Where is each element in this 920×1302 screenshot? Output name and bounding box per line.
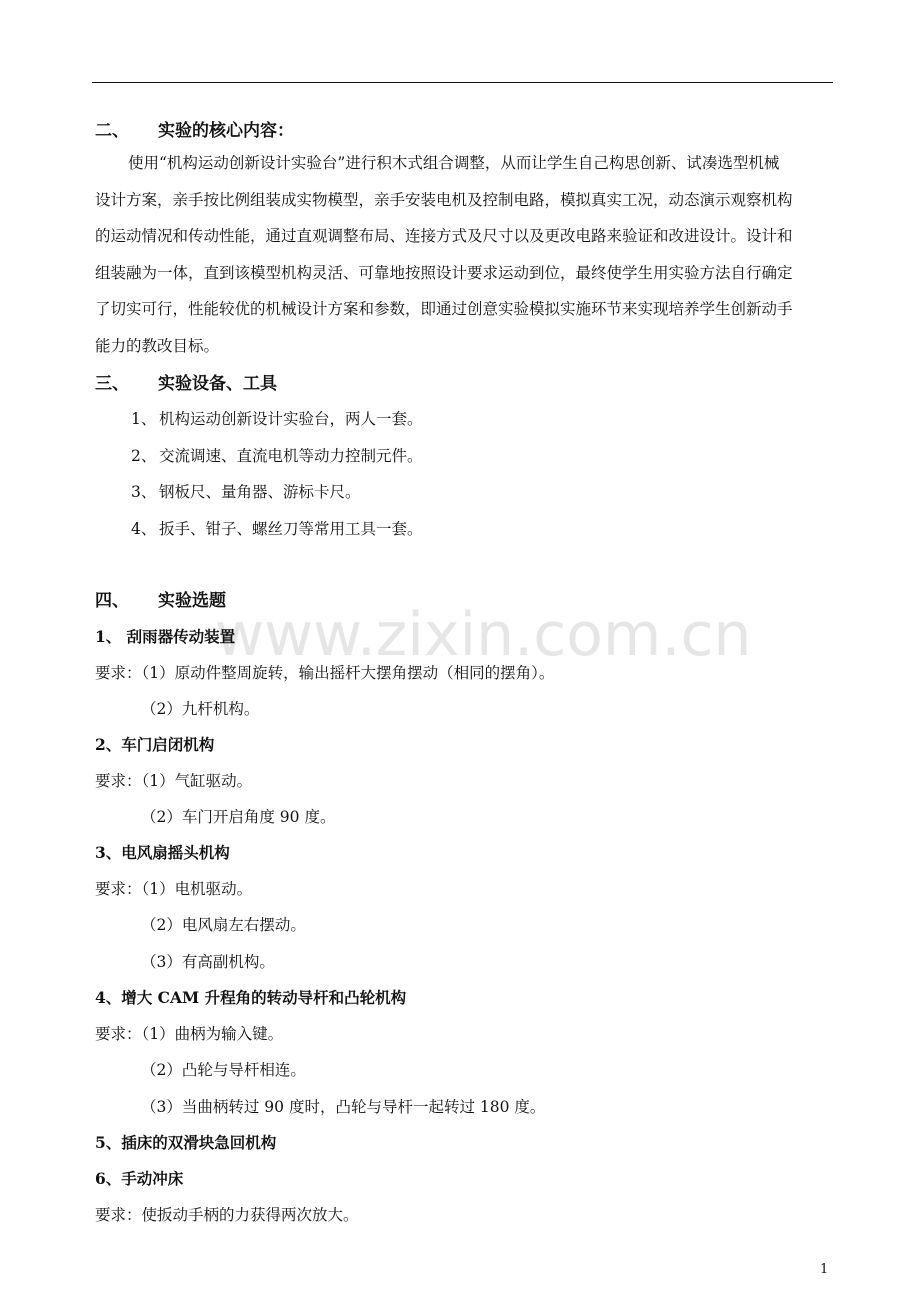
equipment-item-text: 机构运动创新设计实验台，两人一套。 xyxy=(159,410,423,428)
section-2-paragraph xyxy=(95,145,832,364)
paragraph-line: 的运动情况和传动性能，通过直观调整布局、连接方式及尺寸以及更改电路来验证和改进设计。设计和 xyxy=(95,227,793,245)
requirement-line xyxy=(95,1024,283,1044)
watermark: www.zixin.com.cn xyxy=(215,600,752,670)
requirement-line xyxy=(95,1205,359,1225)
section-4-title: 实验选题 xyxy=(158,591,226,611)
requirement-line xyxy=(95,771,252,791)
paragraph-line: 组装融为一体，直到该模型机构灵活、可靠地按照设计要求运动到位，最终使学生用实验方法自行确定 xyxy=(95,263,793,282)
equipment-item-text: 交流调速、直流电机等动力控制元件。 xyxy=(159,447,423,465)
equipment-item-text: 扳手、钳子、螺丝刀等常用工具一套。 xyxy=(159,520,423,538)
page-number: 1 xyxy=(820,1262,829,1277)
equipment-item xyxy=(131,482,361,502)
paragraph-line: 使用“机构运动创新设计实验台”进行积木式组合调整，从而让学生自己构思创新、试凑选型机械 xyxy=(128,154,780,172)
section-2-number: 二、 xyxy=(95,121,129,141)
topic-title: 3、电风扇摇头机构 xyxy=(95,843,230,862)
topic-title: 4、增大 CAM 升程角的转动导杆和凸轮机构 xyxy=(95,988,407,1007)
equipment-item xyxy=(131,409,423,429)
equipment-item-text: 钢板尺、量角器、游标卡尺。 xyxy=(159,483,361,501)
equipment-item-number: 3、 xyxy=(131,483,157,501)
paragraph-line: 设计方案，亲手按比例组装成实物模型，亲手安装电机及控制电路，模拟真实工况，动态演示观察机构 xyxy=(95,190,793,209)
section-4-heading xyxy=(95,590,226,612)
requirement-label: 要求： xyxy=(95,772,142,790)
requirement-text: （2）电风扇左右摆动。 xyxy=(141,916,306,934)
requirement-text: （1）电机驱动。 xyxy=(141,880,253,898)
equipment-item xyxy=(131,446,423,466)
requirement-text: （1）曲柄为输入键。 xyxy=(141,1025,284,1043)
requirement-label: 要求： xyxy=(95,1025,142,1043)
section-3-number: 三、 xyxy=(95,374,129,394)
requirement-text: （1）原动件整周旋转，输出摇杆大摆角摆动（相同的摆角）。 xyxy=(141,664,555,682)
equipment-item-number: 2、 xyxy=(131,447,157,465)
requirement-label: 要求： xyxy=(95,664,142,682)
topic-title: 1、 刮雨器传动装置 xyxy=(95,627,236,646)
requirement-text: （2）凸轮与导杆相连。 xyxy=(141,1061,306,1079)
section-3-title: 实验设备、工具 xyxy=(158,374,277,394)
section-3-heading xyxy=(95,373,277,395)
topic-title: 2、车门启闭机构 xyxy=(95,735,215,754)
paragraph-line: 了切实可行，性能较优的机械设计方案和参数，即通过创意实验模拟实施环节来实现培养学生创新动手 xyxy=(95,300,793,318)
requirement-text: （3）有高副机构。 xyxy=(141,953,275,971)
requirement-text: （2）车门开启角度 90 度。 xyxy=(141,808,336,826)
header-rule xyxy=(92,82,833,83)
requirement-label: 要求： xyxy=(95,1206,142,1224)
requirement-line xyxy=(95,663,554,683)
paragraph-line: 能力的教改目标。 xyxy=(95,336,220,355)
requirement-text: 使扳动手柄的力获得两次放大。 xyxy=(141,1206,359,1224)
requirement-text: （3）当曲柄转过 90 度时，凸轮与导杆一起转过 180 度。 xyxy=(141,1098,546,1116)
section-2-title: 实验的核心内容： xyxy=(158,121,294,141)
requirement-text: （1）气缸驱动。 xyxy=(141,772,253,790)
requirement-line xyxy=(95,879,252,899)
equipment-item-number: 4、 xyxy=(131,520,157,538)
equipment-item xyxy=(131,519,423,539)
section-4-number: 四、 xyxy=(95,591,129,611)
section-2-heading xyxy=(95,120,294,142)
topic-title: 6、手动冲床 xyxy=(95,1169,184,1188)
requirement-label: 要求： xyxy=(95,880,142,898)
topic-title: 5、插床的双滑块急回机构 xyxy=(95,1133,277,1152)
requirement-text: （2）九杆机构。 xyxy=(141,700,260,718)
equipment-item-number: 1、 xyxy=(131,410,157,428)
